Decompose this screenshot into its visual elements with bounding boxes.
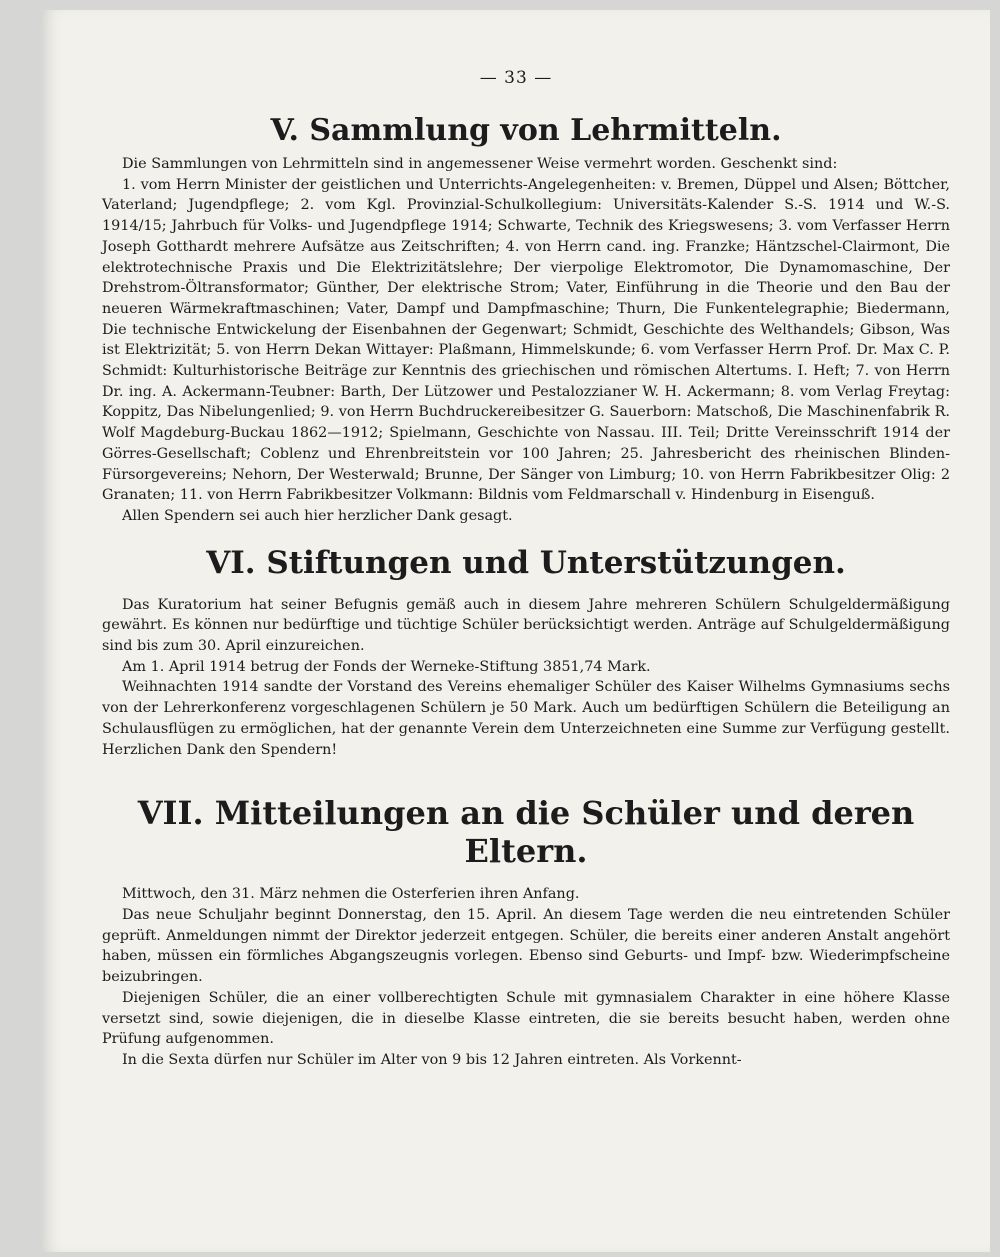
section-heading-lehrmittel: V. Sammlung von Lehrmitteln. xyxy=(270,113,782,148)
paragraph: Das neue Schuljahr beginnt Donnerstag, den 15. April. An diesem Tage werden die neu eintretenden Schüler geprüft. Anmeldungen nimmt der Direktor jederzeit entgegen. Schüler, die bereits einer anderen Anstalt angehört haben, müssen ein förmliches Abgangszeugnis vorlegen. Ebenso sind Geburts- und Impf- bzw. Wiederimpfscheine beizubringen. xyxy=(102,906,950,986)
paragraph: Mittwoch, den 31. März nehmen die Osterferien ihren Anfang. xyxy=(122,886,580,903)
section-heading-mitteilungen: VII. Mitteilungen an die Schüler und deren Eltern. xyxy=(137,794,915,871)
paragraph: Am 1. April 1914 betrug der Fonds der Werneke-Stiftung 3851,74 Mark. xyxy=(122,658,651,675)
page-content xyxy=(102,105,950,1071)
paragraph: 1. vom Herrn Minister der geistlichen und Unterrichts-Angelegenheiten: v. Bremen, Düppel und Alsen; Böttcher, Vaterland; Jugendpflege; 2. vom Kgl. Provinzial-Schulkollegium: Universitäts-Kalender S.-S. 1914 und W.-S. 1914/15; Jahrbuch für Volks- und Jugendpflege 1914; Schwarte, Technik des Kriegswesens; 3. vom Verfasser Herrn Joseph Gotthardt mehrere Aufsätze aus Zeitschriften; 4. von Herrn cand. ing. Franzke; Häntzschel-Clairmont, Die elektrotechnische Praxis und Die Elektrizitätslehre; Der vierpolige Elektromotor, Die Dynamomaschine, Der Drehstrom-Öltransformator; Günther, Der elektrische Strom; Vater, Einführung in die Theorie und den Bau der neueren Wärmekraftmaschinen; Vater, Dampf und Dampfmaschine; Thurn, Die Funkentelegraphie; Biedermann, Die technische Entwickelung der Eisenbahnen der Gegenwart; Schmidt, Geschichte des Welthandels; Gibson, Was ist Elektrizität; 5. von Herrn Dekan Wittayer: Plaßmann, Himmelskunde; 6. vom Verfasser Herrn Prof. Dr. Max C. P. Schmidt: Kulturhistorische Beiträge zur Kenntnis des griechischen und römischen Altertums. I. Heft; 7. von Herrn Dr. ing. A. Ackermann-Teubner: Barth, Der Lützower und Pestalozzianer W. H. Ackermann; 8. vom Verlag Freytag: Koppitz, Das Nibelungenlied; 9. von Herrn Buchdruckereibesitzer G. Sauerborn: Matschoß, Die Maschinenfabrik R. Wolf Magdeburg-Buckau 1862—1912; Spielmann, Geschichte von Nassau. III. Teil; Dritte Vereinsschrift 1914 der Görres-Gesellschaft; Coblenz und Ehrenbreitstein vor 100 Jahren; 25. Jahresbericht des rheinischen Blinden-Fürsorgevereins; Nehorn, Der Westerwald; Brunne, Der Sänger von Limburg; 10. von Herrn Fabrikbesitzer Olig: 2 Granaten; 11. von Herrn Fabrikbesitzer Volkmann: Bildnis vom Feldmarschall v. Hindenburg in Eisenguß. xyxy=(102,176,950,504)
paragraph: Diejenigen Schüler, die an einer vollberechtigten Schule mit gymnasialem Charakter in eine höhere Klasse versetzt sind, sowie diejenigen, die in dieselbe Klasse eintreten, die sie bereits besucht haben, werden ohne Prüfung aufgenommen. xyxy=(102,989,950,1048)
paragraph: Das Kuratorium hat seiner Befugnis gemäß auch in diesem Jahre mehreren Schülern Schulgeldermäßigung gewährt. Es können nur bedürftige und tüchtige Schüler berücksichtigt werden. Anträge auf Schulgeldermäßigung sind bis zum 30. April einzureichen. xyxy=(102,596,950,655)
document-page xyxy=(42,10,990,1252)
paragraph: Die Sammlungen von Lehrmitteln sind in angemessener Weise vermehrt worden. Geschenkt sind: xyxy=(122,156,838,172)
paragraph: In die Sexta dürfen nur Schüler im Alter von 9 bis 12 Jahren eintreten. Als Vorkennt- xyxy=(122,1051,742,1068)
section-heading-stiftungen: VI. Stiftungen und Unterstützungen. xyxy=(206,544,846,581)
page-number: — 33 — xyxy=(479,68,553,88)
paragraph: Weihnachten 1914 sandte der Vorstand des Vereins ehemaliger Schüler des Kaiser Wilhelms Gymnasiums sechs von der Lehrerkonferenz vorgeschlagenen Schülern je 50 Mark. Auch um bedürftigen Schülern die Beteiligung an Schulausflügen zu ermöglichen, hat der genannte Verein dem Unterzeichneten eine Summe zur Verfügung gestellt. Herzlichen Dank den Spendern! xyxy=(102,679,950,758)
paragraph: Allen Spendern sei auch hier herzlicher Dank gesagt. xyxy=(122,507,513,524)
